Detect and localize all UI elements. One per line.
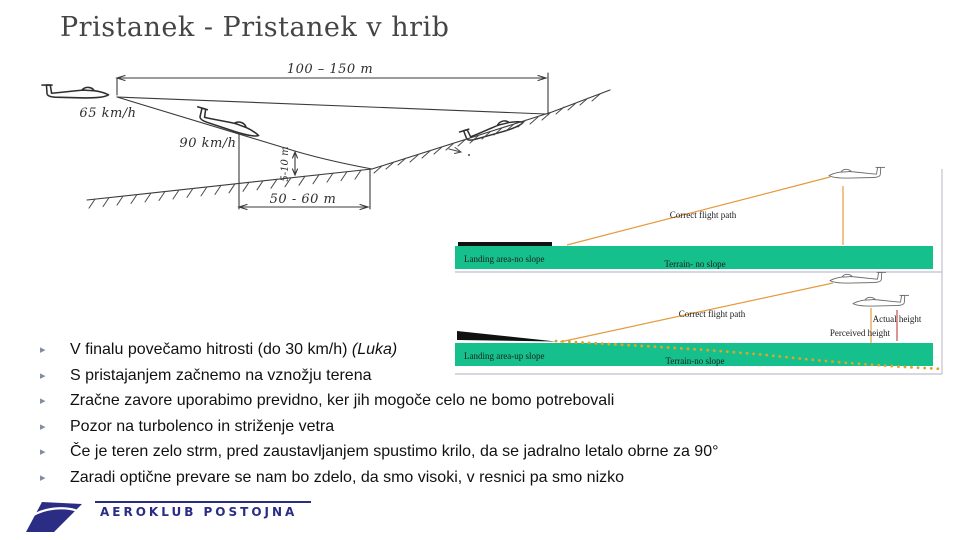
bullet-triangle-icon: ▸ [40, 344, 46, 356]
list-item: ▸ V finalu povečamo hitrosti (do 30 km/h) (Luka) [40, 341, 398, 358]
correct-flight-path-label: Correct flight path [678, 309, 746, 319]
speed-label-65kmh: 65 km/h [79, 106, 137, 121]
correct-flight-path-label: Correct flight path [669, 210, 737, 220]
bullet-triangle-icon: ▸ [40, 395, 46, 407]
landing-area-label: Landing area-up slope [464, 351, 545, 361]
terrain-label: Terrain- no slope [664, 259, 726, 269]
landing-area-label: Landing area-no slope [464, 254, 545, 264]
page-title: Pristanek - Pristanek v hrib [60, 12, 450, 43]
terrain-label: Terrain-no slope [665, 356, 725, 366]
list-item: ▸ Zračne zavore uporabimo previdno, ker jih mogoče celo ne bomo potrebovali [40, 392, 615, 409]
glider-icon [829, 167, 885, 178]
glider-icon [830, 272, 886, 283]
glider-descending-icon [193, 107, 261, 139]
dimension-label-5-10m: 5-10 m [280, 146, 291, 182]
landing-strip-bar [458, 242, 552, 246]
bullet-list [40, 341, 820, 494]
actual-height-label: Actual height [872, 314, 922, 324]
perceived-height-label: Perceived height [829, 328, 891, 338]
glider-approach-icon [41, 85, 108, 98]
list-item: ▸ Pozor na turbolenco in striženje vetra [40, 417, 335, 435]
landing-strip-wedge [457, 331, 556, 342]
glider-icon [853, 295, 909, 306]
bullet-triangle-icon: ▸ [40, 471, 46, 484]
bullet-triangle-icon: ▸ [40, 369, 46, 382]
speed-label-90kmh: 90 km/h [179, 136, 237, 151]
list-item: ▸ Zaradi optične prevare se nam bo zdelo, da smo visoki, v resnici pa smo nizko [40, 468, 625, 486]
footer-divider [95, 501, 311, 503]
aeroclub-swoosh-icon [20, 500, 90, 536]
dimension-label-100-150m: 100 – 150 m [286, 62, 374, 77]
list-item: ▸ Če je teren zelo strm, pred zaustavljanjem spustimo krilo, da se jadralno letalo obrne za 90° [40, 443, 719, 460]
bullet-triangle-icon: ▸ [40, 420, 46, 433]
glider-landed-icon [459, 113, 524, 144]
dimension-label-50-60m: 50 - 60 m [269, 192, 337, 207]
aeroclub-logo-text: AEROKLUB POSTOJNA [100, 505, 298, 519]
bullet-triangle-icon: ▸ [40, 446, 46, 458]
list-item: ▸ S pristajanjem začnemo na vznožju terena [40, 366, 372, 384]
